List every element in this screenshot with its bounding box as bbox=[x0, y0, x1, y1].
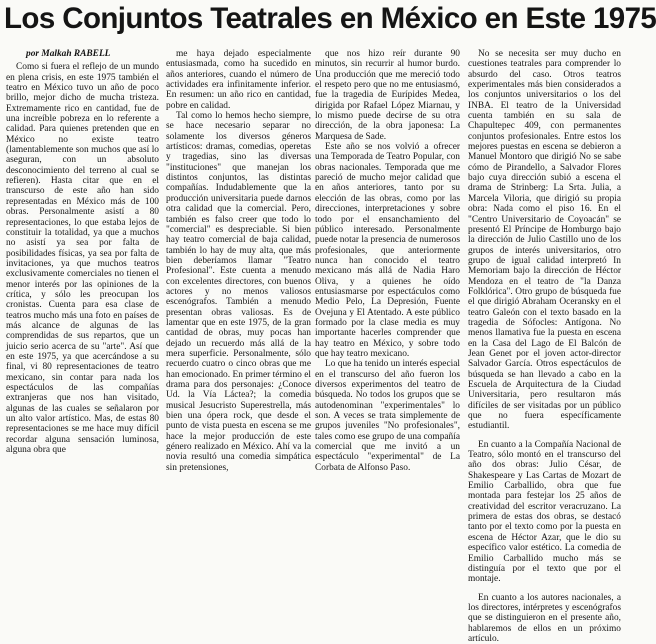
article-headline: Los Conjuntos Teatrales en México en Este 1975 bbox=[4, 2, 656, 35]
paragraph: Lo que ha tenido un interés especial en el transcurso del año fueron los diversos experimentos del teatro de búsqueda. No todos los grupos que se autodenominan "experimentales" lo son. A veces se trata simplemente de grupos juveniles "No profesionales", tales como ese grupo de una compañía comercial que me invitó a un espectáculo "experimental" de La Corbata de Alfonso Paso. bbox=[315, 359, 460, 473]
article-column-4 bbox=[468, 49, 621, 644]
paragraph: Tal como lo hemos hecho siempre, se hace necesario separar no solamente los diversos géneros artísticos: dramas, comedias, operetas y tragedias, sino las diversas "instituciones" que manejan los distintos conjuntos, las distintas compañías. Indudablemente que la producción universitaria puede darnos otra calidad que la comercial. Pero, también es falso creer que todo lo "comercial" es despreciable. Si bien hay teatro comercial de baja calidad, también lo hay de muy alta, que más bien deberíamos llamar "Teatro Profesional". Este cuenta a menudo con excelentes directores, con buenos actores y no menos valiosos escenógrafos. También a menudo presentan obras valiosas. Es de lamentar que en este 1975, de la gran cantidad de obras, muy pocas han dejado un recuerdo más allá de la mera superficie. Personalmente, sólo recuerdo cuatro o cinco obras que me han emocionado. En primer término el drama para dos personajes: ¿Conoce Ud. la Vía Láctea?; la comedia musical Jesucristo Superestrella, más bien una ópera rock, que desde el punto de vista puesta en escena se me hace la mejor producción de este género realizado en México. Ahí va la novia resultó una comedia simpática sin pretensiones, bbox=[166, 111, 311, 473]
article-byline: por Malkah RABELL bbox=[26, 49, 111, 59]
paragraph: En cuanto a la Compañía Nacional de Teatro, sólo montó en el transcurso del año dos obras: Julio César, de Shakespeare y Las Cartas de Mozart de Emilio Carballido, obra que fue montada para festejar los 25 años de creatividad del escritor veracruzano. La primera de estas dos obras, se destacó tanto por el texto como por la puesta en escena de Héctor Azar, que le dio su específico valor estético. La comedia de Emilio Carballido mucho más se distinguía por el texto que por el montaje. bbox=[468, 439, 621, 585]
article-column-3 bbox=[315, 49, 460, 533]
paragraph: No se necesita ser muy ducho en cuestiones teatrales para comprender lo absurdo del caso. Otros teatros experimentales más bien considerados a los conjuntos universitarios o los del INBA. El teatro de la Universidad cuenta también en su sala de Chapultepec 409, con permanentes conjuntos profesionales. Entre estos los mejores puestas en escena se debieron a Manuel Montoro que dirigió No se sabe cómo de Pirandello, a Salvador Flores bajo cuya dirección subió a escena el drama de Strinberg: La Srta. Julia, a Marcela Viloria, que dirigió su propia obra: Nada como el piso 16. En el "Centro Universitario de Coyoacán" se presentó El Príncipe de Homburgo bajo la dirección de Julio Castillo uno de los grupos de interés universitarios, otro grupo de igual calidad interpretó In Memoriam bajo la dirección de Héctor Mendoza en el teatro de "la Danza Folklórica". Otro grupo de búsqueda fue el que dirigió Abraham Oceransky en el teatro Galeón con el texto basado en la tragedia de Sófocles: Antígona. No menos llamativa fue la puesta en escena en la Casa del Lago de El Balcón de Jean Genet por el joven actor-director Salvador García. Otros espectáculos de búsqueda se han llevado a cabo en la Escuela de Arquitectura de la Ciudad Universitaria, pero resultaron más difíciles de ser visitadas por un público que no fuera específicamente estudiantil. bbox=[468, 49, 621, 432]
article-column-2 bbox=[166, 49, 311, 533]
paragraph: me haya dejado especialmente entusiasmada, como ha sucedido en años anteriores, cuando el número de actividades era infinitamente inferior. En resumen: un año rico en cantidad, pobre en calidad. bbox=[166, 49, 311, 111]
article-column-1 bbox=[6, 49, 159, 533]
paragraph: Como si fuera el reflejo de un mundo en plena crisis, en este 1975 también el teatro en México tuvo un año de poco brillo, mejor dicho de mucha tristeza. Extremamente rico en cantidad, fue de una increíble pobreza en lo referente a calidad. Para quienes pretenden que en México no existe teatro (lamentablemente son muchos que así lo aseguran, con un absoluto desconocimiento del terreno al cual se refieren). Hasta citar que en el transcurso de este año han sido representadas en México más de 100 obras. Personalmente asistí a 80 representaciones, lo que estaba lejos de constituir la totalidad, ya que a muchos no asistí ya sea por falta de posibilidades físicas, ya sea por falta de invitaciones, ya que muchos teatros exclusivamente comerciales no tienen el menor interés por las opiniones de la crítica, y sólo les preocupan los cronistas. Cuenta para esa clase de teatros mucho más una foto en países de más alcance de algunas de las comprendidas de sus repartos, que un juicio serio acerca de su "arte". Así que en este 1975, ya que acercándose a su final, vi 80 representaciones de teatro mexicano, sin contar para nada los espectáculos de las compañías extranjeras que nos han visitado, algunas de las cuales se señalaron por un alto valor artístico. Mas, de estas 80 representaciones se me hace muy difícil recordar alguna sensación luminosa, alguna obra que bbox=[6, 62, 159, 456]
paragraph: En cuanto a los autores nacionales, a los directores, intérpretes y escenógrafos que se distinguieron en el presente año, hablaremos de ellos en un próximo artículo. bbox=[468, 592, 621, 644]
paragraph: que nos hizo reír durante 90 minutos, sin recurrir al humor burdo. Una producción que me mereció todo el respeto pero que no me entusiasmó, fue la tragedia de Eurípides Medea, dirigida por Rafael López Miarnau, y lo mismo puede decirse de su otra dirección, de la obra japonesa: La Marquesa de Sade. bbox=[315, 49, 460, 142]
paragraph: Este año se nos volvió a ofrecer una Temporada de Teatro Popular, con obras nacionales. Temporada que me pareció de mucho mejor calidad que en años anteriores, tanto por su elección de las obras, como por las direcciones, interpretaciones y sobre todo por el ensanchamiento del público interesado. Personalmente puede notar la presencia de numerosos profesionales, que anteriormente nunca han conocido el teatro mexicano más allá de Nadia Haro Oliva, y a quienes he oído entusiasmarse por espectáculos como Medio Pelo, La Depresión, Fuente Ovejuna y El Atentado. A este público formado por la clase media es muy importante hacerles comprender que hay teatro en México, y sobre todo que hay teatro mexicano. bbox=[315, 142, 460, 359]
